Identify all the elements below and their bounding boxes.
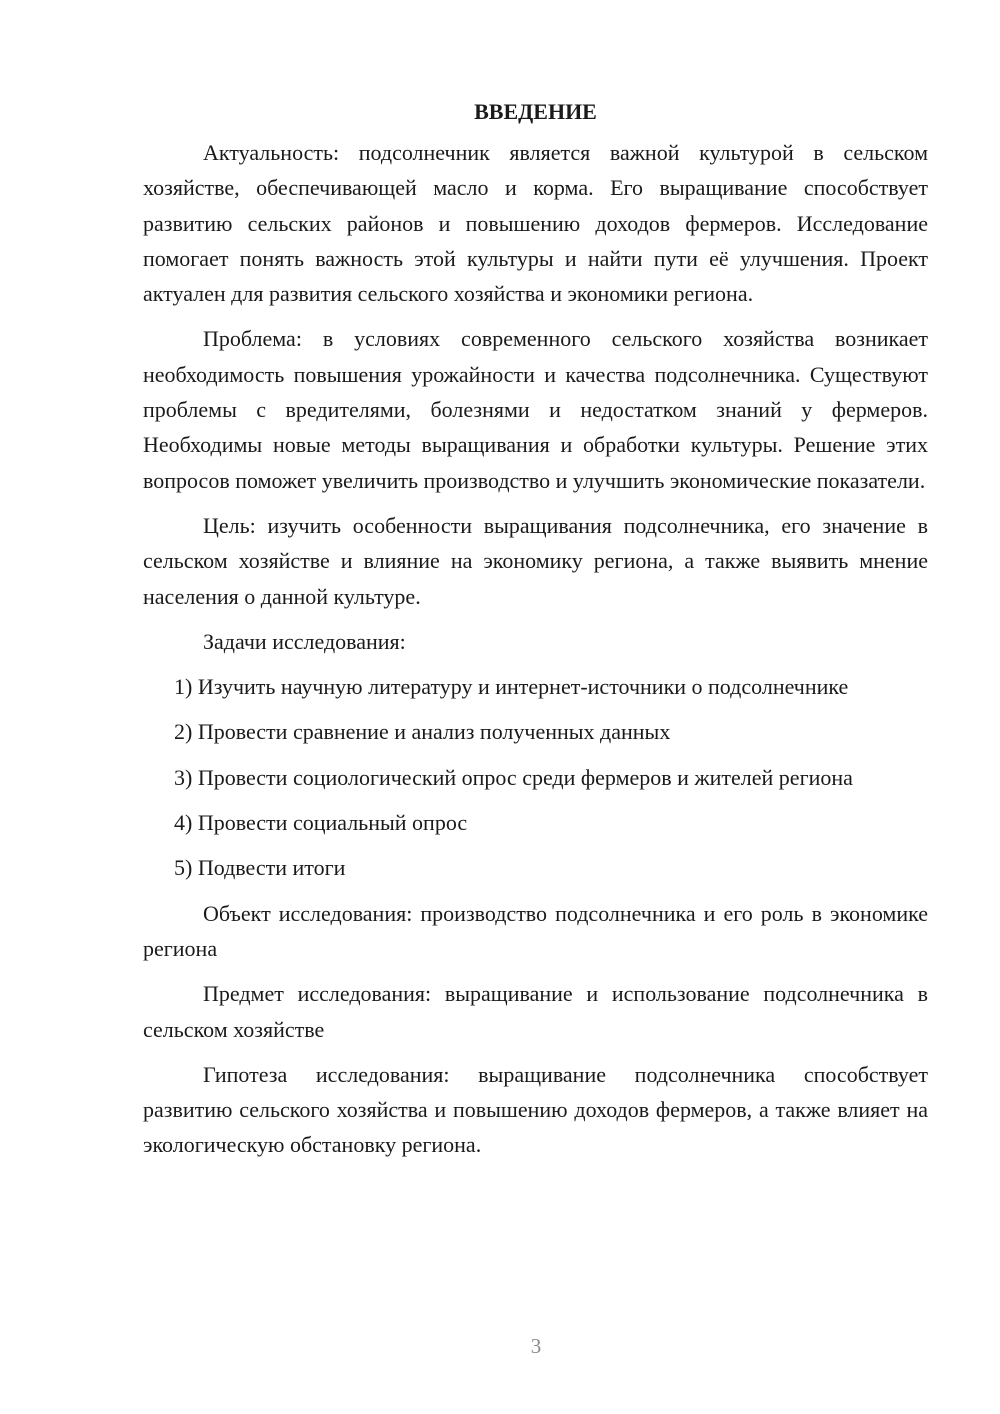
task-item: 1) Изучить научную литературу и интернет-источники о подсолнечнике — [174, 674, 849, 700]
task-item: 3) Провести социологический опрос среди фермеров и жителей региона — [174, 764, 853, 790]
tasks-heading: Задачи исследования: — [203, 628, 406, 654]
page-number: 3 — [530, 1334, 542, 1358]
relevance-paragraph: Актуальность: подсолнечник является важной культурой в сельском хозяйстве, обеспечивающей масло и корма. Его выращивание способствует развитию сельских районов и повышению доходов фермеров. Исследование помогает понять важность этой культуры и найти пути её улучшения. Проект актуален для развития сельского хозяйства и экономики региона. — [143, 140, 928, 307]
object-paragraph: Объект исследования: производство подсолнечника и его роль в экономике региона — [143, 900, 928, 961]
section-title: ВВЕДЕНИЕ — [474, 99, 597, 124]
goal-paragraph: Цель: изучить особенности выращивания подсолнечника, его значение в сельском хозяйстве и влияние на экономику региона, а также выявить мнение населения о данной культуре. — [143, 512, 928, 609]
task-item: 5) Подвести итоги — [174, 855, 346, 881]
problem-paragraph: Проблема: в условиях современного сельского хозяйства возникает необходимость повышения урожайности и качества подсолнечника. Существуют проблемы с вредителями, болезнями и недостатком знаний у фермеров. Необходимы новые методы выращивания и обработки культуры. Решение этих вопросов поможет увеличить производство и улучшить экономические показатели. — [143, 326, 928, 493]
hypothesis-paragraph: Гипотеза исследования: выращивание подсолнечника способствует развитию сельского хозяйства и повышению доходов фермеров, а также влияет на экологическую обстановку региона. — [143, 1061, 928, 1158]
document-body — [143, 94, 928, 1173]
subject-paragraph: Предмет исследования: выращивание и использование подсолнечника в сельском хозяйстве — [143, 981, 928, 1042]
task-item: 2) Провести сравнение и анализ полученных данных — [174, 719, 671, 745]
task-item: 4) Провести социальный опрос — [174, 810, 468, 836]
